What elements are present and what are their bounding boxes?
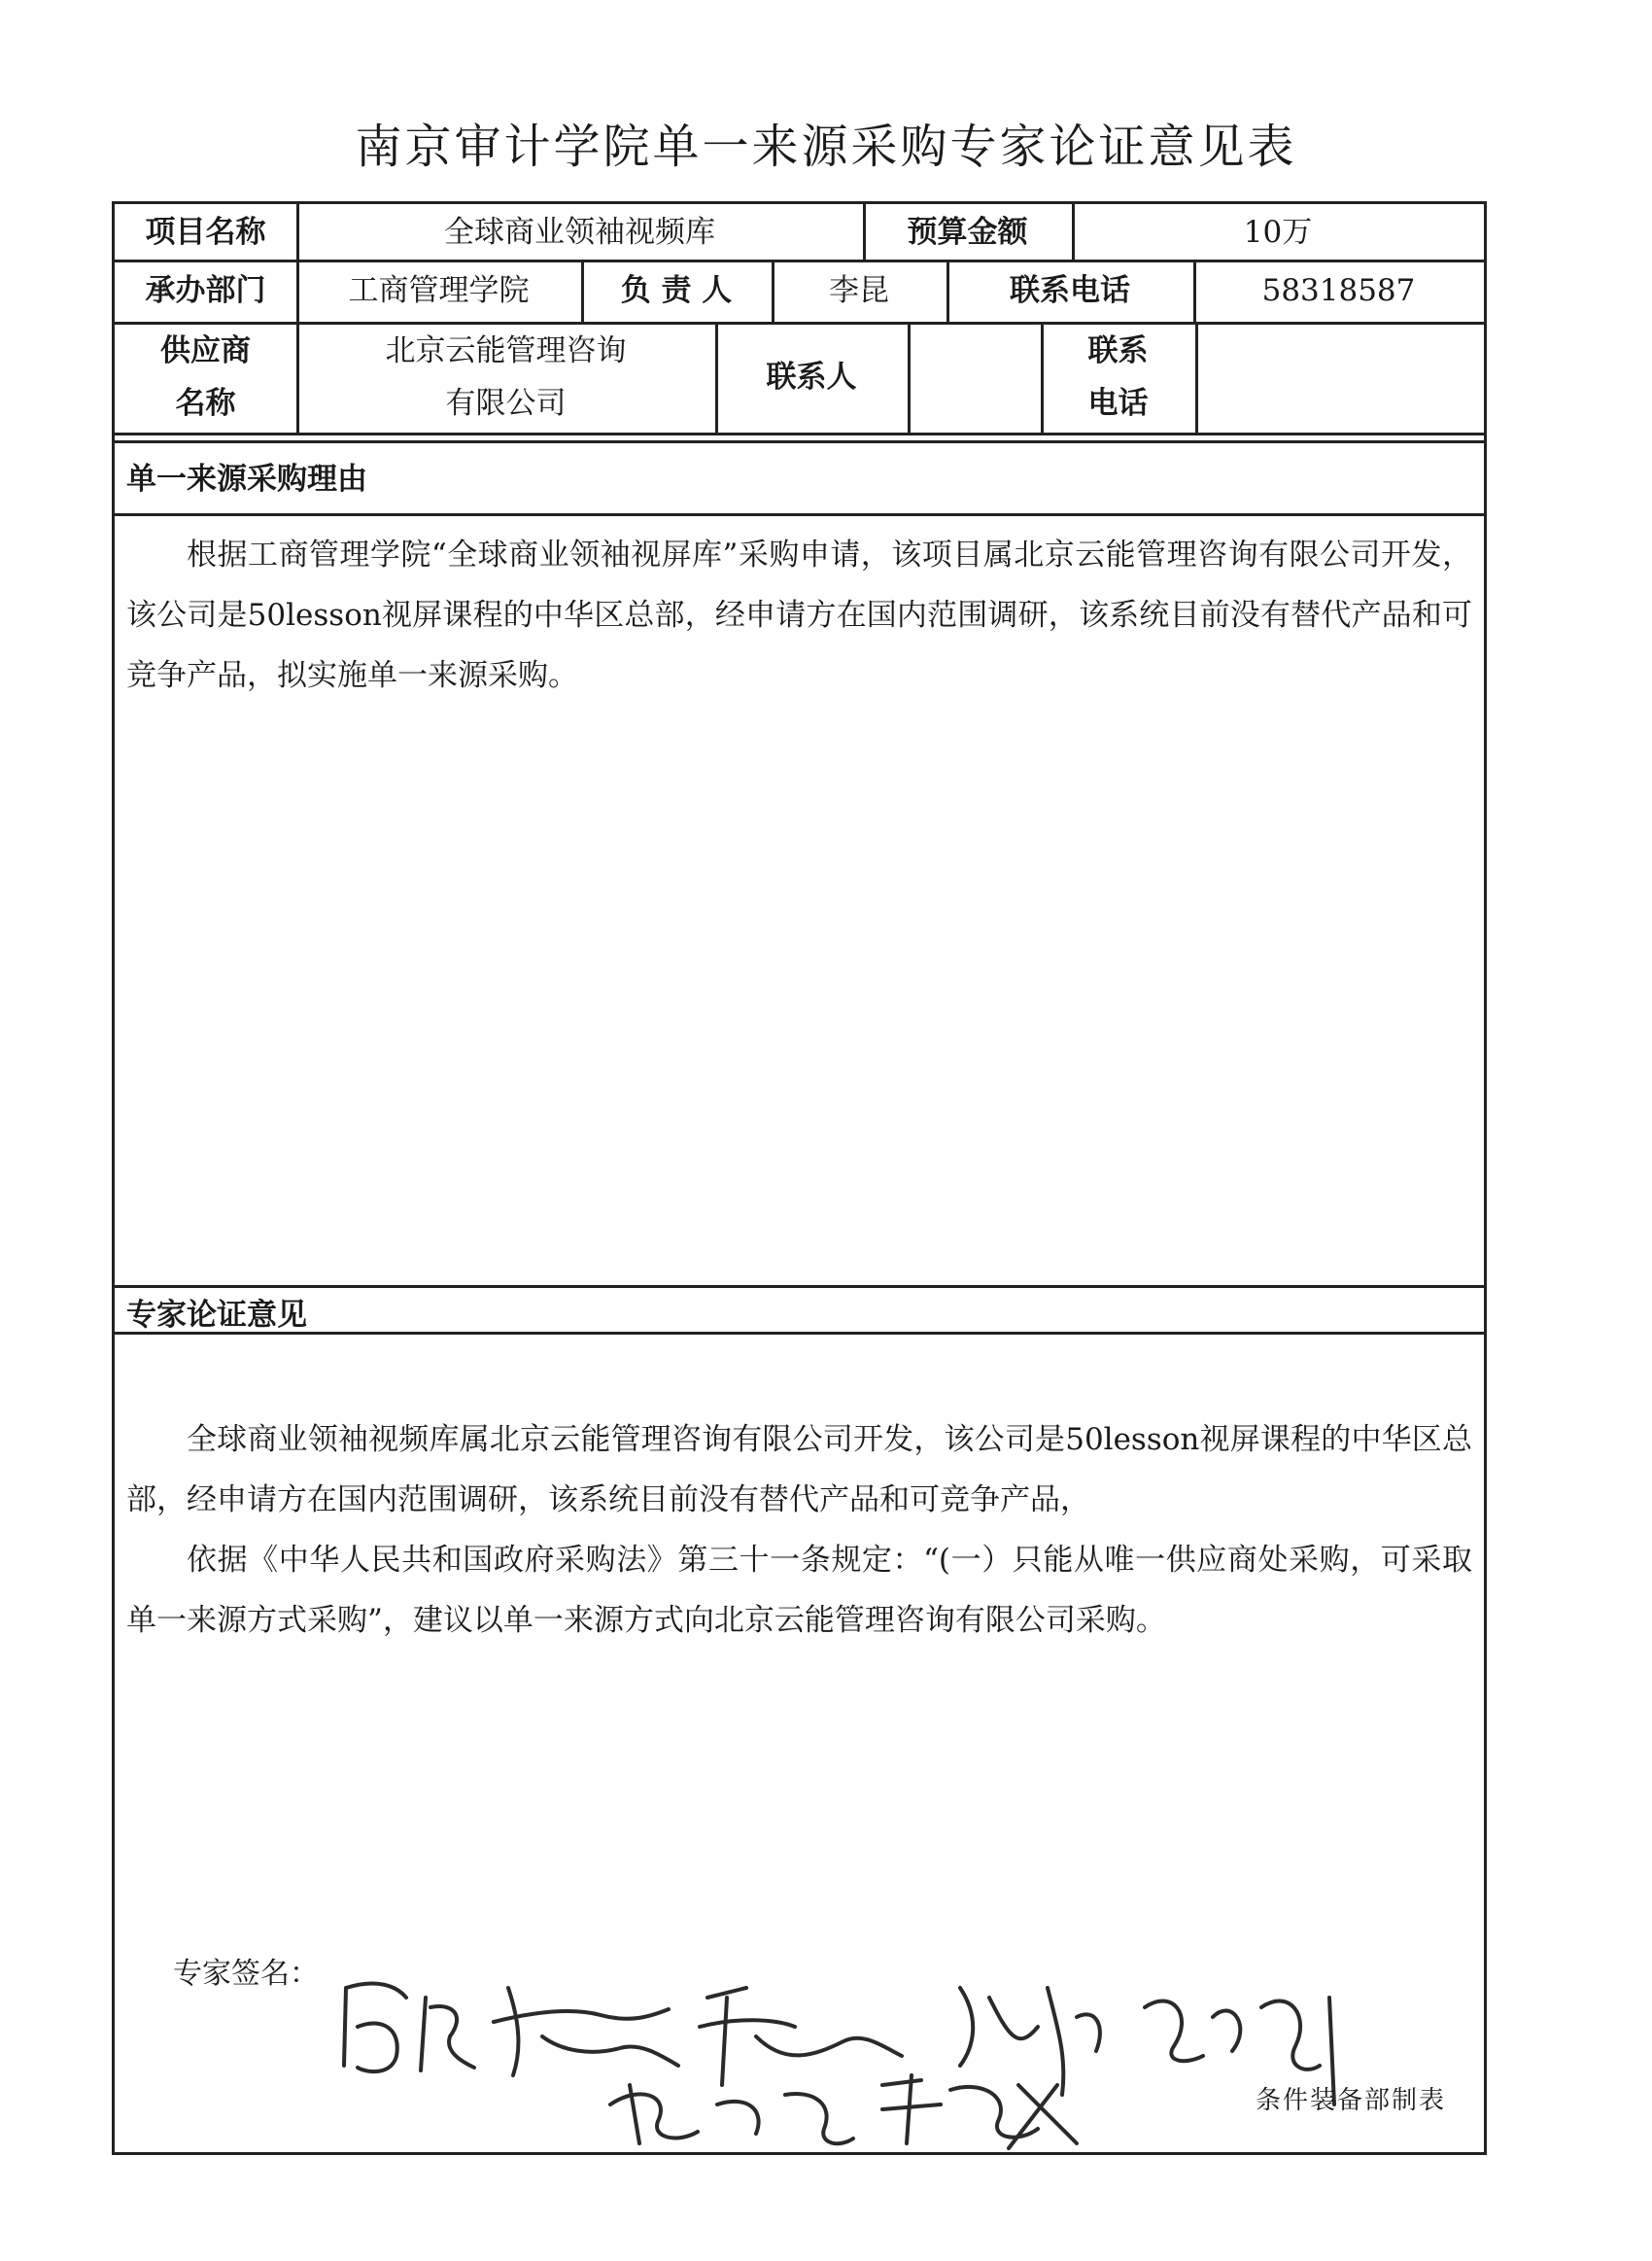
handwritten-signatures bbox=[338, 1959, 1436, 2153]
supplier-value-line-1: 北京云能管理咨询 bbox=[385, 333, 627, 368]
opinion-heading: 专家论证意见 bbox=[126, 1298, 307, 1333]
project-name-value: 全球商业领袖视频库 bbox=[444, 214, 715, 250]
dept-label: 承办部门 bbox=[145, 273, 266, 308]
form-table bbox=[112, 201, 1487, 2155]
supplier-label bbox=[115, 322, 296, 433]
supplier-value-line-2: 有限公司 bbox=[445, 386, 567, 421]
contact-label: 联系人 bbox=[766, 360, 857, 395]
project-name-label: 项目名称 bbox=[145, 214, 266, 250]
contact-value bbox=[908, 322, 1041, 433]
phone-value: 58318587 bbox=[1261, 273, 1416, 308]
opinion-paragraph-1: 全球商业领袖视频库属北京云能管理咨询有限公司开发，该公司是50lesson视屏课程的中华区总部，经申请方在国内范围调研，该系统目前没有替代产品和可竞争产品， bbox=[126, 1422, 1472, 1517]
contact-phone-value bbox=[1195, 322, 1484, 433]
reason-heading: 单一来源采购理由 bbox=[126, 462, 367, 497]
contact-phone-label-line-1: 联系 bbox=[1087, 333, 1149, 368]
supplier-label-line-2: 名称 bbox=[175, 386, 236, 421]
owner-label: 负 责 人 bbox=[620, 273, 733, 308]
signature-label: 专家签名： bbox=[173, 1957, 319, 1991]
contact-phone-label bbox=[1041, 322, 1195, 433]
opinion-paragraph-2: 依据《中华人民共和国政府采购法》第三十一条规定：“(一）只能从唯一供应商处采购，可采取单一来源方式采购”，建议以单一来源方式向北京云能管理咨询有限公司采购。 bbox=[126, 1543, 1472, 1638]
contact-phone-label-line-2: 电话 bbox=[1087, 386, 1149, 421]
supplier-value bbox=[296, 322, 715, 433]
footer-note: 条件装备部制表 bbox=[1256, 2086, 1447, 2115]
budget-label: 预算金额 bbox=[907, 214, 1028, 250]
reason-text: 根据工商管理学院“全球商业领袖视屏库”采购申请，该项目属北京云能管理咨询有限公司开发，该公司是50lesson视屏课程的中华区总部，经申请方在国内范围调研，该系统目前没有替代产品和可竞争产品，拟实施单一来源采购。 bbox=[126, 538, 1472, 693]
document-title: 南京审计学院单一来源采购专家论证意见表 bbox=[355, 120, 1297, 174]
dept-value: 工商管理学院 bbox=[348, 273, 530, 308]
phone-label: 联系电话 bbox=[1010, 273, 1130, 308]
owner-value: 李昆 bbox=[829, 273, 889, 308]
budget-value: 10万 bbox=[1243, 214, 1313, 250]
supplier-label-line-1: 供应商 bbox=[160, 333, 251, 368]
